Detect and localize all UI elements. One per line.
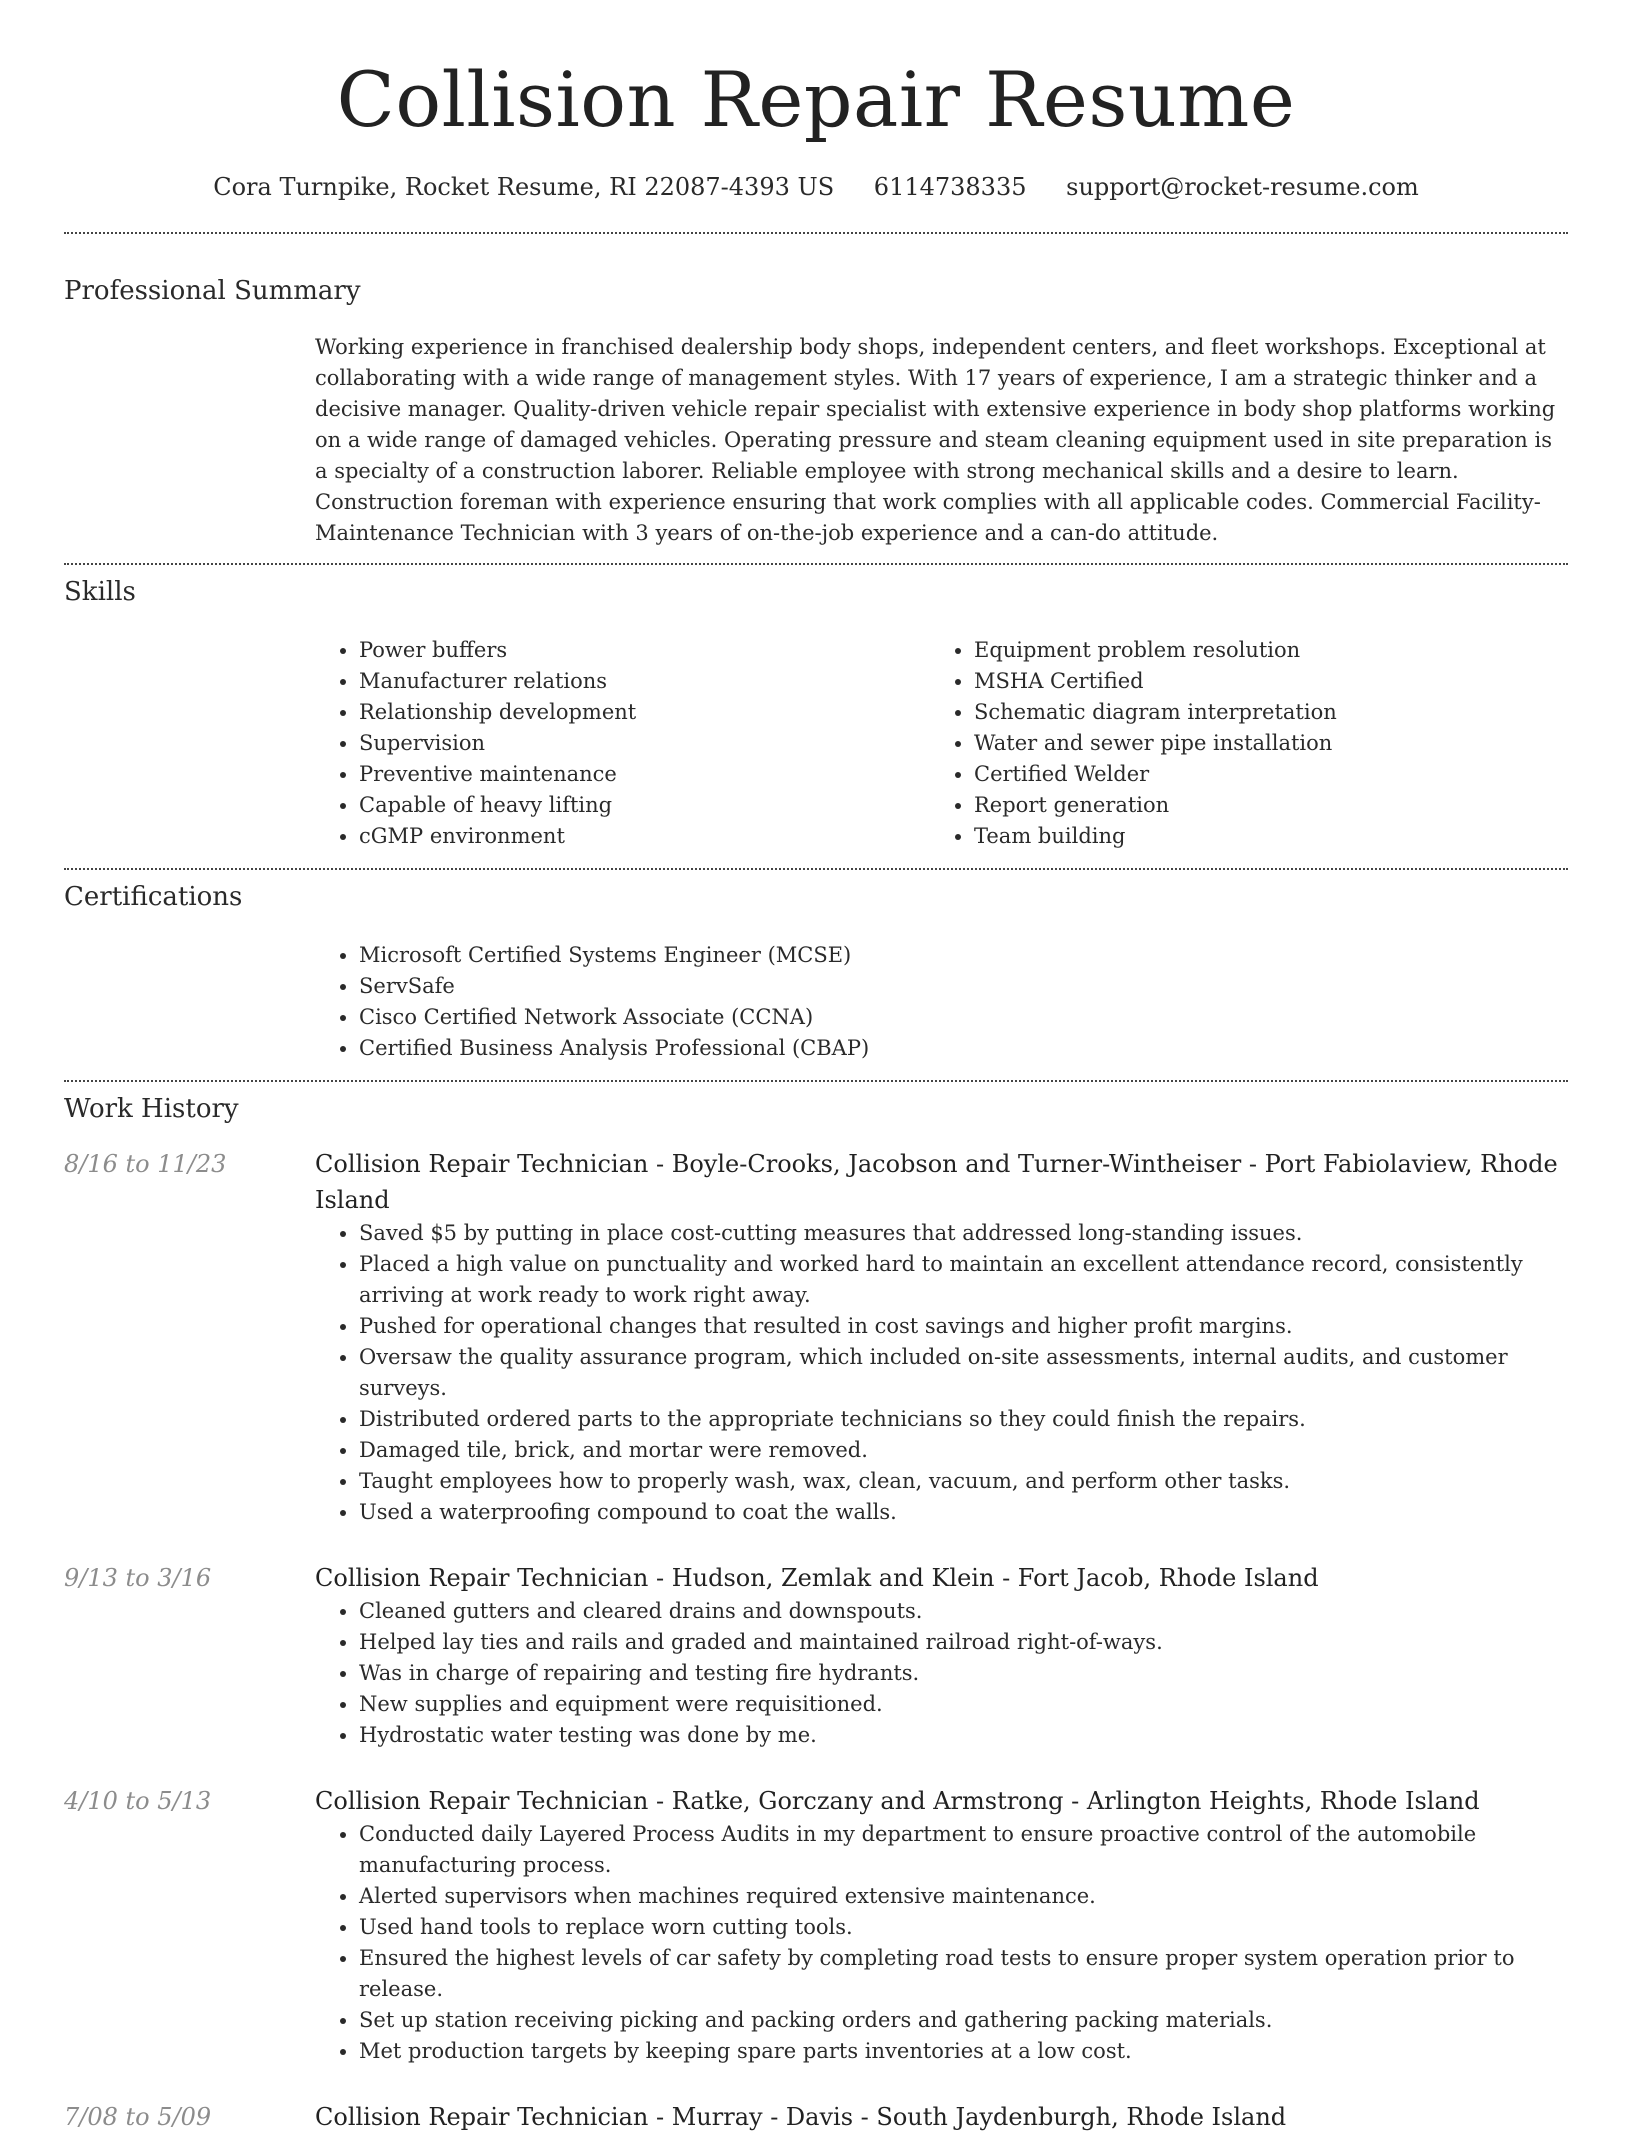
contact-address: Cora Turnpike, Rocket Resume, RI 22087-4393 US	[213, 173, 835, 201]
job-entry	[64, 1560, 1568, 1751]
divider	[64, 868, 1568, 870]
list-item: • Microsoft Certified Systems Engineer (MCSE)	[359, 940, 1568, 971]
list-item: • Set up station receiving picking and packing orders and gathering packing materials.	[359, 2005, 1568, 2036]
skills-columns	[315, 635, 1568, 868]
job-dates: 9/13 to 3/16	[64, 1564, 212, 1592]
list-item: • New supplies and equipment were requisitioned.	[359, 1689, 1568, 1720]
list-item: • Taught employees how to properly wash, wax, clean, vacuum, and perform other tasks.	[359, 1466, 1568, 1497]
list-item: • Cleaned gutters and cleared drains and downspouts.	[359, 1596, 1568, 1627]
list-item: • ServSafe	[359, 971, 1568, 1002]
list-item: • Used a waterproofing compound to coat the walls.	[359, 1497, 1568, 1528]
job-details	[315, 1146, 1568, 1528]
job-bullets	[315, 1819, 1568, 2067]
list-item: • Pushed for operational changes that resulted in cost savings and higher profit margins.	[359, 1311, 1568, 1342]
page-title: Collision Repair Resume	[336, 55, 1296, 144]
list-item: • Certified Business Analysis Professional (CBAP)	[359, 1033, 1568, 1064]
job-heading: Collision Repair Technician - Hudson, Zemlak and Klein - Fort Jacob, Rhode Island	[315, 1564, 1319, 1592]
skills-list-right	[930, 635, 1545, 852]
list-item: • Supervision	[359, 728, 930, 759]
divider	[64, 1080, 1568, 1082]
list-item: • Oversaw the quality assurance program, which included on-site assessments, internal audits, and customer surveys.	[359, 1342, 1568, 1404]
divider	[64, 232, 1568, 234]
work-history-section	[64, 1092, 1568, 2135]
list-item: • Report generation	[974, 790, 1545, 821]
list-item: • cGMP environment	[359, 821, 930, 852]
skills-list-left	[315, 635, 930, 852]
job-heading: Collision Repair Technician - Ratke, Gorczany and Armstrong - Arlington Heights, Rhode Island	[315, 1787, 1480, 1815]
list-item: • Relationship development	[359, 697, 930, 728]
list-item: • Distributed ordered parts to the appropriate technicians so they could finish the repairs.	[359, 1404, 1568, 1435]
job-heading: Collision Repair Technician - Boyle-Crooks, Jacobson and Turner-Wintheiser - Port Fabiolaview, Rhode Island	[315, 1150, 1558, 1214]
list-item: • Damaged tile, brick, and mortar were removed.	[359, 1435, 1568, 1466]
skills-column-right	[930, 635, 1545, 852]
list-item: • Preventive maintenance	[359, 759, 930, 790]
job-bullets	[315, 1218, 1568, 1528]
list-item: • Schematic diagram interpretation	[974, 697, 1545, 728]
list-item: • Saved $5 by putting in place cost-cutting measures that addressed long-standing issues.	[359, 1218, 1568, 1249]
job-entry	[64, 1146, 1568, 1528]
certifications-section	[64, 880, 1568, 1080]
list-item: • Manufacturer relations	[359, 666, 930, 697]
list-item: • MSHA Certified	[974, 666, 1545, 697]
list-item: • Cisco Certified Network Associate (CCNA)	[359, 1002, 1568, 1033]
job-dates: 8/16 to 11/23	[64, 1150, 227, 1178]
contact-email: support@rocket-resume.com	[1066, 173, 1419, 201]
divider	[64, 563, 1568, 565]
contact-line	[64, 172, 1568, 202]
skills-section	[64, 575, 1568, 868]
job-entry	[64, 1783, 1568, 2067]
job-dates: 7/08 to 5/09	[64, 2103, 212, 2131]
summary-text: Working experience in franchised dealership body shops, independent centers, and fleet workshops. Exceptional at collaborating with a wide range of management styles. With 17 years of experience, I am a strategic thinker and a decisive manager. Quality-driven vehicle repair specialist with extensive experience in body shop platforms working on a wide range of damaged vehicles. Operating pressure and steam cleaning equipment used in site preparation is a specialty of a construction laborer. Reliable employee with strong mechanical skills and a desire to learn. Construction foreman with experience ensuring that work complies with all applicable codes. Commercial Facility-Maintenance Technician with 3 years of on-the-job experience and a can-do attitude.	[315, 335, 1556, 545]
section-heading: Professional Summary	[64, 276, 361, 306]
list-item: • Met production targets by keeping spare parts inventories at a low cost.	[359, 2036, 1568, 2067]
list-item: • Certified Welder	[974, 759, 1545, 790]
list-item: • Equipment problem resolution	[974, 635, 1545, 666]
list-item: • Alerted supervisors when machines required extensive maintenance.	[359, 1881, 1568, 1912]
list-item: • Used hand tools to replace worn cutting tools.	[359, 1912, 1568, 1943]
section-heading: Skills	[64, 577, 136, 607]
list-item: • Placed a high value on punctuality and worked hard to maintain an excellent attendance record, consistently arriving at work ready to work right away.	[359, 1249, 1568, 1311]
list-item: • Hydrostatic water testing was done by me.	[359, 1720, 1568, 1751]
contact-phone: 6114738335	[873, 173, 1027, 201]
professional-summary-section	[64, 274, 1568, 563]
certifications-list	[315, 940, 1568, 1064]
certifications-list-wrap	[315, 940, 1568, 1080]
job-bullets	[315, 1596, 1568, 1751]
list-item: • Capable of heavy lifting	[359, 790, 930, 821]
list-item: • Water and sewer pipe installation	[974, 728, 1545, 759]
section-heading: Work History	[64, 1094, 239, 1124]
job-heading: Collision Repair Technician - Murray - Davis - South Jaydenburgh, Rhode Island	[315, 2103, 1287, 2131]
job-details	[315, 1783, 1568, 2067]
job-details	[315, 1560, 1568, 1751]
list-item: • Ensured the highest levels of car safety by completing road tests to ensure proper system operation prior to release.	[359, 1943, 1568, 2005]
job-dates: 4/10 to 5/13	[64, 1787, 212, 1815]
section-heading: Certifications	[64, 882, 243, 912]
skills-column-left	[315, 635, 930, 852]
list-item: • Helped lay ties and rails and graded and maintained railroad right-of-ways.	[359, 1627, 1568, 1658]
list-item: • Was in charge of repairing and testing fire hydrants.	[359, 1658, 1568, 1689]
list-item: • Team building	[974, 821, 1545, 852]
list-item: • Power buffers	[359, 635, 930, 666]
list-item: • Conducted daily Layered Process Audits in my department to ensure proactive control of the automobile manufacturing process.	[359, 1819, 1568, 1881]
job-entry	[64, 2099, 1568, 2135]
job-details	[315, 2099, 1568, 2135]
